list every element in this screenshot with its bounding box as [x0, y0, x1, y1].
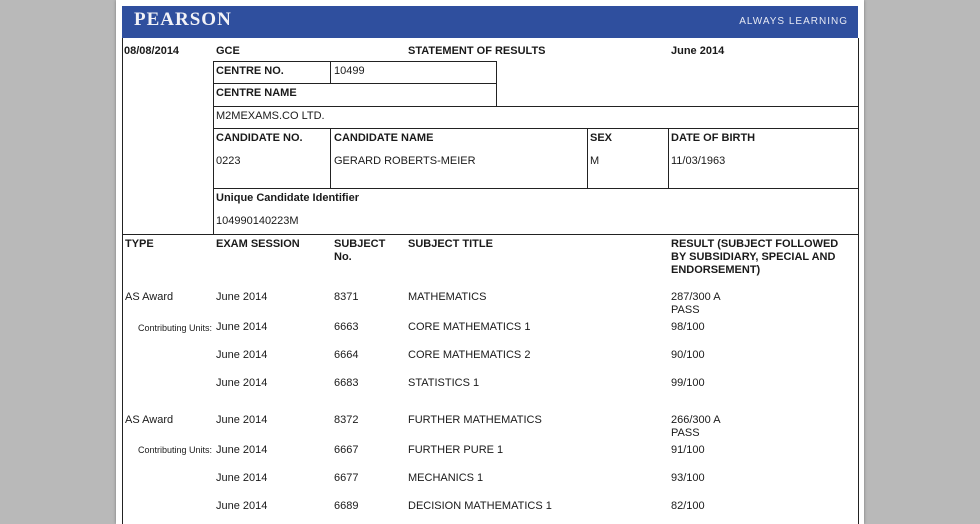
unit-title: DECISION MATHEMATICS 1	[408, 500, 552, 512]
unit-no: 6677	[334, 472, 359, 484]
award-type: AS Award	[125, 291, 174, 303]
rule	[213, 188, 859, 189]
rule	[122, 234, 859, 235]
unit-no: 6683	[334, 377, 359, 389]
centre-no-value: 10499	[334, 65, 365, 77]
candidate-name-label: CANDIDATE NAME	[334, 132, 434, 144]
issue-date: 08/08/2014	[124, 45, 180, 57]
rule	[668, 128, 669, 188]
results-statement-page	[116, 0, 864, 524]
unit-session: June 2014	[216, 321, 268, 333]
award-session: June 2014	[216, 291, 268, 303]
rule	[213, 106, 859, 107]
rule	[213, 128, 859, 129]
unit-result: 91/100	[671, 444, 705, 456]
unit-session: June 2014	[216, 377, 268, 389]
centre-name-label: CENTRE NAME	[216, 87, 297, 99]
award-title: FURTHER MATHEMATICS	[408, 414, 542, 426]
unit-title: STATISTICS 1	[408, 377, 480, 389]
dob-label: DATE OF BIRTH	[671, 132, 756, 144]
box-left-line	[213, 61, 214, 235]
left-border	[122, 38, 123, 524]
pearson-banner	[122, 6, 858, 38]
col-subject-title: SUBJECT TITLE	[408, 238, 493, 250]
rule	[213, 83, 497, 84]
centre-name-value: M2MEXAMS.CO LTD.	[216, 110, 325, 122]
col-subject-no: SUBJECT No.	[334, 238, 386, 263]
unit-session: June 2014	[216, 472, 268, 484]
unit-session: June 2014	[216, 500, 268, 512]
rule	[330, 128, 331, 188]
award-result: 266/300 A	[671, 414, 721, 426]
unit-title: MECHANICS 1	[408, 472, 484, 484]
rule	[330, 61, 331, 83]
award-result: 287/300 A	[671, 291, 721, 303]
unit-title: CORE MATHEMATICS 1	[408, 321, 531, 333]
col-result: RESULT (SUBJECT FOLLOWED BY SUBSIDIARY, SPECIAL AND ENDORSEMENT)	[671, 238, 839, 276]
right-border	[858, 38, 859, 524]
uci-label: Unique Candidate Identifier	[216, 192, 360, 204]
dob-value: 11/03/1963	[671, 155, 726, 167]
award-session: June 2014	[216, 414, 268, 426]
unit-no: 6667	[334, 444, 359, 456]
col-type: TYPE	[125, 238, 154, 250]
unit-session: June 2014	[216, 444, 268, 456]
pearson-logo: PEARSON	[134, 9, 232, 30]
award-subject-no: 8371	[334, 291, 359, 303]
unit-result: 93/100	[671, 472, 705, 484]
award-type: AS Award	[125, 414, 174, 426]
sex-value: M	[590, 155, 600, 167]
unit-title: CORE MATHEMATICS 2	[408, 349, 531, 361]
contributing-units-label: Contributing Units:	[138, 323, 213, 333]
unit-result: 82/100	[671, 500, 705, 512]
uci-value: 104990140223M	[216, 215, 299, 227]
candidate-no-value: 0223	[216, 155, 241, 167]
candidate-no-label: CANDIDATE NO.	[216, 132, 303, 144]
candidate-name-value: GERARD ROBERTS-MEIER	[334, 155, 476, 167]
document-title: STATEMENT OF RESULTS	[408, 45, 546, 57]
unit-result: 99/100	[671, 377, 705, 389]
award-result-pass: PASS	[671, 427, 700, 439]
exam-series: June 2014	[671, 45, 725, 57]
qualification: GCE	[216, 45, 240, 57]
unit-no: 6663	[334, 321, 359, 333]
unit-session: June 2014	[216, 349, 268, 361]
award-title: MATHEMATICS	[408, 291, 487, 303]
contributing-units-label: Contributing Units:	[138, 445, 213, 455]
centre-no-label: CENTRE NO.	[216, 65, 284, 77]
tagline: ALWAYS LEARNING	[739, 16, 848, 27]
unit-result: 98/100	[671, 321, 705, 333]
unit-no: 6689	[334, 500, 359, 512]
rule	[213, 61, 497, 62]
sex-label: SEX	[590, 132, 613, 144]
col-exam-session: EXAM SESSION	[216, 238, 300, 250]
award-subject-no: 8372	[334, 414, 359, 426]
unit-title: FURTHER PURE 1	[408, 444, 504, 456]
award-result-pass: PASS	[671, 304, 700, 316]
unit-no: 6664	[334, 349, 359, 361]
rule	[587, 128, 588, 188]
unit-result: 90/100	[671, 349, 705, 361]
